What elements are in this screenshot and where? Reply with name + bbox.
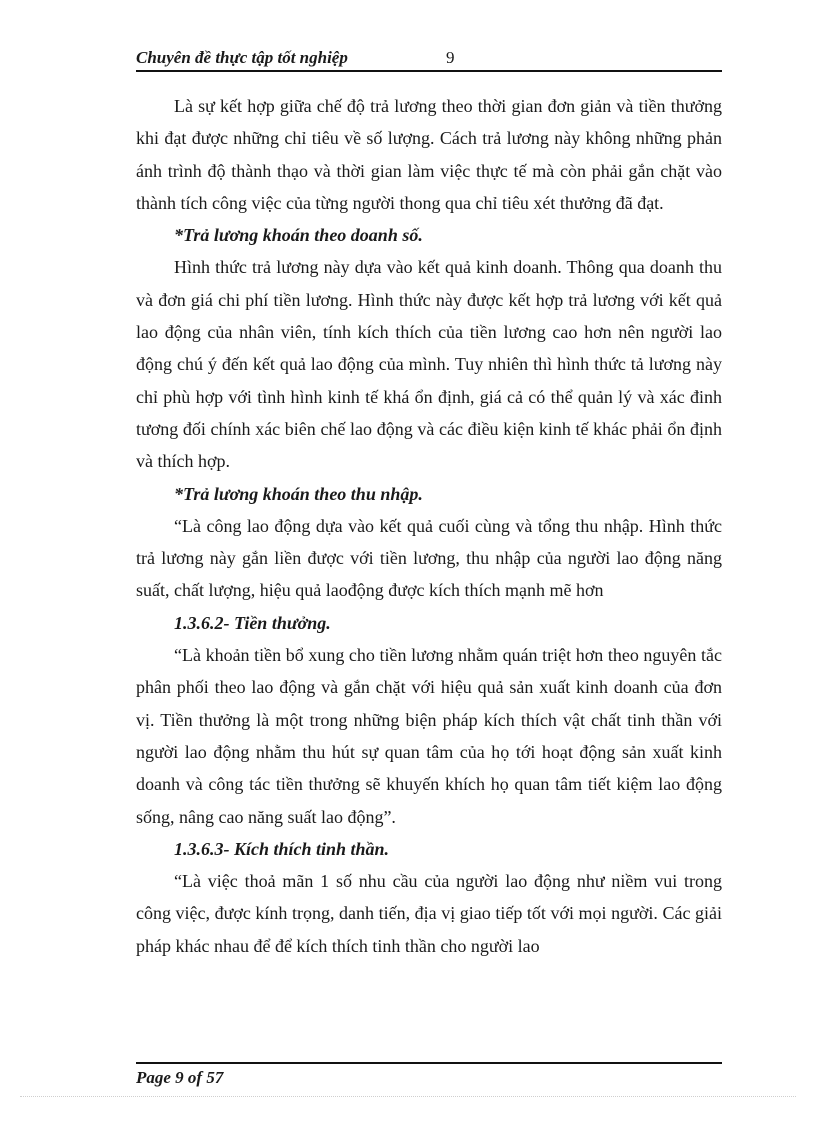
paragraph: Hình thức trả lương này dựa vào kết quả kinh doanh. Thông qua doanh thu và đơn giá chi phí tiền lương. Hình thức này được kết hợp trả lương với kết quả lao động của nhân viên, tính kích thích của tiền lương cao hơn nên người lao động chú ý đến kết quả lao động của mình. Tuy nhiên thì hình thức tả lương này chỉ phù hợp với tình hình kinh tế khá ổn định, giá cả có thể quản lý và xác đinh tương đối chính xác biên chế lao động và các điều kiện kinh tế khác phải ổn định và thích hợp. [136,257,722,472]
footer-page-label: Page 9 of 57 [136,1068,224,1087]
header-page-number: 9 [446,48,455,67]
paragraph: “Là việc thoả mãn 1 số nhu cầu của người lao động như niềm vui trong công việc, được kính trọng, danh tiến, địa vị giao tiếp tốt với mọi người. Các giải pháp khác nhau để để kích thích tinh thần cho người lao [136,871,722,956]
section-heading: 1.3.6.3- Kích thích tinh thần. [174,838,390,859]
subheading: *Trả lương khoán theo thu nhập. [174,483,423,504]
paragraph: Là sự kết hợp giữa chế độ trả lương theo thời gian đơn giản và tiền thưởng khi đạt được những chỉ tiêu về số lượng. Cách trả lương này không những phản ánh trình độ thành thạo và thời gian làm việc thực tế mà còn phải gắn chặt vào thành tích công việc của từng người thong qua chỉ tiêu xét thưởng đã đạt. [136,96,722,213]
document-title: Chuyên đề thực tập tốt nghiệp [136,48,348,67]
page-edge-divider [20,1096,796,1097]
footer-divider [136,1062,722,1064]
subheading: *Trả lương khoán theo doanh số. [174,225,423,246]
page-header [136,46,722,72]
paragraph: “Là công lao động dựa vào kết quả cuối cùng và tổng thu nhập. Hình thức trả lương này gắn liền được với tiền lương, thu nhập của người lao động năng suất, chất lượng, hiệu quả laođộng được kích thích mạnh mẽ hơn [136,515,722,601]
document-body [136,90,722,962]
section-heading: 1.3.6.2- Tiền thưởng. [174,612,331,633]
paragraph: “Là khoản tiền bổ xung cho tiền lương nhằm quán triệt hơn theo nguyên tắc phân phối theo lao động và gắn chặt với hiệu quả sản xuất kinh doanh của đơn vị. Tiền thưởng là một trong những biện pháp kích thích vật chất tinh thần với người lao động nhằm thu hút sự quan tâm của họ tới hoạt động sản xuất kinh doanh và công tác tiền thưởng sẽ khuyến khích họ quan tâm tiết kiệm lao động sống, nâng cao năng suất lao động”. [136,645,722,827]
